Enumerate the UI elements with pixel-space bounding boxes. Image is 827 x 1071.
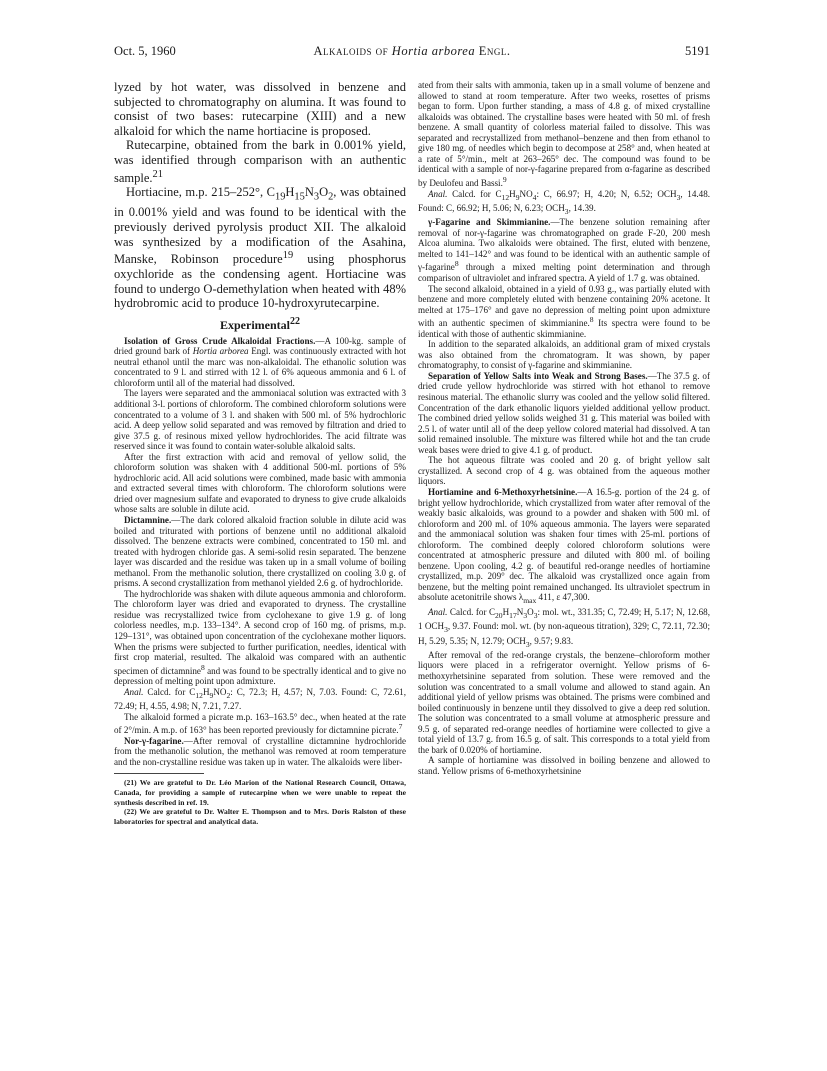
- paragraph: γ-Fagarine and Skimmianine.—The benzene solution remaining after removal of nor-γ-fagarine was chromatographed on grade F-20, 200 mesh Alcoa alumina. Two alkaloids were obtained. The first, eluted with benzene, melted to 141–142° and was found to be identical with an authentic sample of γ-fagarine$^8$ through a mixed melting point determination and through comparison of ultraviolet and infrared spectra. A yield of 1.7 g. was obtained.: [418, 217, 710, 283]
- header-title: Alkaloids of Hortia arborea Engl.: [313, 44, 511, 58]
- paragraph: The layers were separated and the ammoniacal solution was extracted with 3 additional 3-l. portions of chloroform. The combined chloroform solutions were concentrated to a volume of 3 l. and shaken with 500 ml. of 5% hydrochloric acid. A deep yellow solid separated and was removed by filtration and dried to give 37.5 g. of resinous mixed yellow hydrochlorides. The acid filtrate was reserved since it was found to contain water-soluble alkaloid salts.: [114, 388, 406, 452]
- paragraph: Nor-γ-fagarine.—After removal of crystalline dictamnine hydrochloride from the methanolic solution, the methanol was removed at room temperature and the non-crystalline residue was taken up in water. The alkaloids were liber-: [114, 735, 406, 767]
- right-column: [418, 80, 710, 776]
- paragraph: A sample of hortiamine was dissolved in boiling benzene and allowed to stand. Yellow prisms of 6-methoxyrhetsinine: [418, 755, 710, 776]
- page-number: 5191: [685, 44, 710, 58]
- footnote-rule: [114, 773, 204, 774]
- paragraph: In addition to the separated alkaloids, an additional gram of mixed crystals was also obtained from the chromatogram. It was shown, by paper chromatography, to consist of γ-fagarine and skimmianine.: [418, 339, 710, 371]
- intro-block: [114, 80, 406, 311]
- paragraph: ated from their salts with ammonia, taken up in a small volume of benzene and allowed to stand at room temperature. After two weeks, rosettes of prisms began to form. Upon further standing, a mass of 4.8 g. of mixed crystalline alkaloids was obtained. The crystalline bases were heated with 50 ml. of fresh benzene. A small quantity of colorless material failed to dissolve. This was separated and recrystallized from methanol–benzene and then from ethanol to give 180 mg. of needles which begin to decompose at 258° and, when heated at a rate of 5°/min., melt at 263–265° dec. The compound was found to be identical with a sample of nor-γ-fagarine prepared from α-fagarine as described by Deulofeu and Bassi.$^9$: [418, 80, 710, 188]
- running-header: [114, 44, 710, 62]
- paragraph: Anal. Calcd. for $C_{12}H_9NO_2$: C, 72.3; H, 4.57; N, 7.03. Found: C, 72.61, 72.49; H, 4.55, 4.98; N, 7.21, 7.27.: [114, 686, 406, 712]
- experimental-text: [114, 336, 406, 768]
- paragraph: Separation of Yellow Salts into Weak and Strong Bases.—The 37.5 g. of dried crude yellow hydrochloride was stirred with hot ethanol to remove resinous material. The ethanolic slurry was cooled and the yellow solid filtered. Concentration of the dark ethanolic liquors yielded additional yellow product. The combined dried yellow solids weighed 31 g. This material was boiled with 2.5 l. of water until all of the deep yellow colored material had dissolved. A tan solid remained insoluble. The mixture was filtered while hot and the tan crude weak bases were dried to give 4.1 g. of product.: [418, 370, 710, 455]
- intro-paragraph: Rutecarpine, obtained from the bark in 0.001% yield, was identified through comparison with an authentic sample.$^{21}$: [114, 138, 406, 185]
- left-column: [114, 80, 406, 826]
- section-heading-experimental: Experimental$^{22}$: [220, 315, 300, 332]
- intro-paragraph: Hortiacine, m.p. 215–252°, $C_{19}H_{15}N_3O_2$, was obtained in 0.001% yield and was found to be identical with the previously derived pyrolysis product XII. The alkaloid was synthesized by a modification of the Asahina, Manske, Robinson procedure$^{19}$ using phosphorus oxychloride as the condensing agent. Hortiacine was found to undergo O-demethylation when heated with 48% hydrobromic acid to produce 10-hydroxyrutecarpine.: [114, 185, 407, 311]
- paragraph: Dictamnine.—The dark colored alkaloid fraction soluble in dilute acid was boiled and triturated with portions of benzene until no additional alkaloid dissolved. The benzene extracts were combined, concentrated to 150 ml. and treated with hydrogen chloride gas. A semi-solid resin separated. The benzene layer was discarded and the residue was taken up in a small volume of boiling methanol. From the methanolic solution, there crystallized on cooling 3.0 g. of prisms. A second crystallization from methanol yielded 2.6 g. of hydrochloride.: [114, 515, 406, 589]
- paragraph: After removal of the red-orange crystals, the benzene–chloroform mother liquors were placed in a refrigerator overnight. Yellow prisms of 6-methoxyrhetsinine separated from solution. These were removed and the solution was concentrated to a small volume and allowed to stand again. An additional yield of yellow prisms was obtained. The prisms were combined and boiled continuously in benzene until they dissolved to give a deep red solution. The solution was concentrated to a small volume at atmospheric pressure and 9.5 g. of separated red-orange needles of hortiamine were collected to give a total yield of 13.7 g. from 16.5 g. of salt. This corresponds to a total yield from the bark of 0.020% of hortiamine.: [418, 649, 710, 755]
- header-date: Oct. 5, 1960: [114, 44, 176, 58]
- paragraph: The alkaloid formed a picrate m.p. 163–163.5° dec., when heated at the rate of 2°/min. A m.p. of 163° has been reported previously for dictamnine picrate.$^7$: [114, 711, 406, 736]
- paragraph: Anal. Calcd. for $C_{20}H_{17}N_3O_3$: mol. wt., 331.35; C, 72.49; H, 5.17; N, 12.68, 1 $OCH_3$, 9.37. Found: mol. wt. (by non-aqueous titration), 329; C, 72.11, 72.30; H, 5.29, 5.35; N, 12.79; $OCH_3$, 9.57; 9.83.: [418, 606, 710, 649]
- footnote: (22) We are grateful to Dr. Walter E. Thompson and to Mrs. Doris Ralston of these laboratories for spectral and analytical data.: [114, 807, 406, 826]
- paragraph: Anal. Calcd. for $C_{12}H_9NO_4$: C, 66.97; H, 4.20; N, 6.52; $OCH_3$, 14.48. Found: C, 66.92; H, 5.06; N, 6.23; $OCH_3$, 14.39.: [418, 188, 711, 216]
- paragraph: After the first extraction with acid and removal of yellow solid, the chloroform solution was shaken with 4 additional 500-ml. portions of 5% hydrochloric acid. All acid solutions were combined, made basic with ammonia and extracted several times with chloroform. The chloroform solutions were dried over magnesium sulfate and evaporated to dryness to give crude alkaloids whose salts are soluble in dilute acid.: [114, 451, 406, 515]
- footnote: (21) We are grateful to Dr. Léo Marion of the National Research Council, Ottawa, Canada, for providing a sample of rutecarpine when we were unable to repeat the synthesis described in ref. 19.: [114, 778, 406, 807]
- paragraph: Hortiamine and 6-Methoxyrhetsinine.—A 16.5-g. portion of the 24 g. of bright yellow hydrochloride, which crystallized from water after removal of the weakly basic alkaloids, was ground to a powder and shaken with 500 ml. of chloroform and 200 ml. of 10% aqueous ammonia. The layers were separated and the ammoniacal solution was shaken four times with 25-ml. portions of chloroform. The combined deeply colored chloroform solutions were concentrated at atmospheric pressure and diluted with 800 ml. of boiling benzene. Upon cooling, 4.2 g. of beautiful red-orange needles of hortiamine crystallized, m.p. 209° dec. The alkaloid was crystallized once again from benzene, but the melting point remained unchanged. Its ultraviolet spectrum in absolute acetonitrile shows $\lambda_{max}$ 411, ε 47,300.: [418, 486, 710, 606]
- experimental-text-continued: [418, 80, 710, 776]
- paragraph: The hydrochloride was shaken with dilute aqueous ammonia and chloroform. The chloroform layer was dried and evaporated to dryness. The crystalline residue was recrystallized twice from cyclohexane to give 1.9 g. of long colorless needles, m.p. 133–134°. A second crop of 160 mg. of prisms, m.p. 129–131°, was obtained upon concentration of the cyclohexane mother liquors. When the prisms were subjected to further purification, needles, identical with first crop material, resulted. The alkaloid was compared with an authentic specimen of dictamnine$^8$ and was found to be spectrally identical and to give no depression of melting point upon admixture.: [114, 588, 406, 687]
- intro-paragraph: lyzed by hot water, was dissolved in benzene and subjected to chromatography on alumina. It was found to consist of two bases: rutecarpine (XIII) and a new alkaloid for which the name hortiacine is proposed.: [114, 80, 406, 138]
- footnotes: [114, 778, 406, 826]
- paragraph: The second alkaloid, obtained in a yield of 0.93 g., was partially eluted with benzene and more completely eluted with benzene containing 20% acetone. It melted at 175–176° and gave no depression of melting point upon admixture with an authentic specimen of skimmianine.$^8$ Its spectra were found to be identical with those of authentic skimmianine.: [418, 283, 710, 339]
- paragraph: Isolation of Gross Crude Alkaloidal Fractions.—A 100-kg. sample of dried ground bark of Hortia arborea Engl. was continuously extracted with hot neutral ethanol until the marc was non-alkaloidal. The ethanolic solution was concentrated to 9 l. and stirred with 12 l. of 6% aqueous ammonia and 6 l. of chloroform until all of the material had dissolved.: [114, 335, 407, 388]
- paragraph: The hot aqueous filtrate was cooled and 20 g. of bright yellow salt crystallized. A second crop of 4 g. was obtained from the aqueous mother liquors.: [418, 455, 710, 487]
